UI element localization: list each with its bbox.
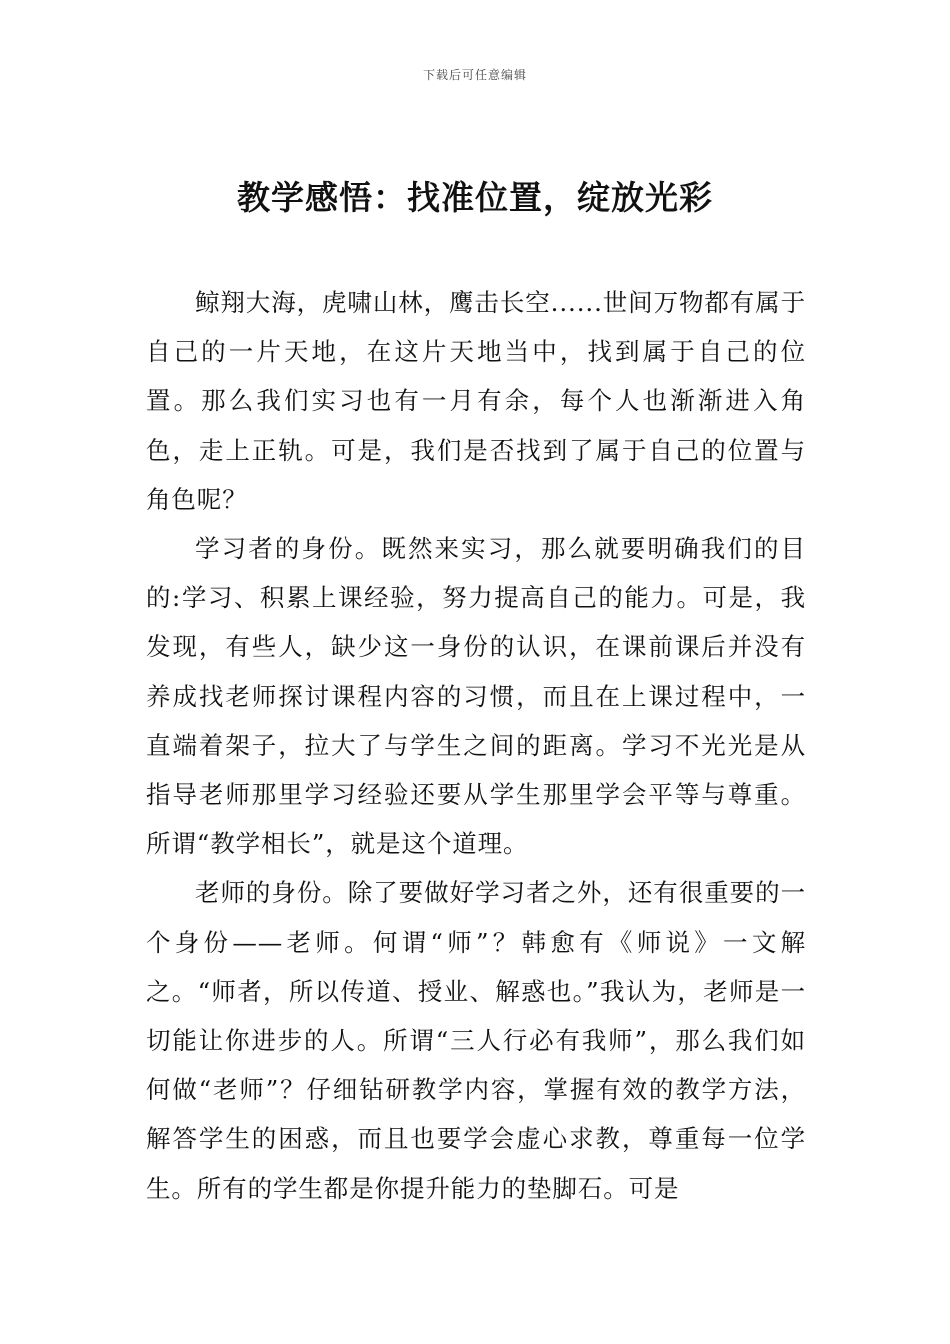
paragraph-learner-role: 学习者的身份。既然来实习，那么就要明确我们的目的:学习、积累上课经验，努力提高自己的能力。可是，我发现，有些人，缺少这一身份的认识，在课前课后并没有养成找老师探讨课程内容的习惯，而且在上课过程中，一直端着架子，拉大了与学生之间的距离。学习不光光是从指导老师那里学习经验还要从学生那里学会平等与尊重。所谓“教学相长”，就是这个道理。 (146, 534, 806, 859)
page-title: 教学感悟：找准位置，绽放光彩 (237, 178, 713, 217)
paragraph-teacher-role: 老师的身份。除了要做好学习者之外，还有很重要的一个身份——老师。何谓“师”？韩愈有《师说》一文解之。“师者，所以传道、授业、解惑也。”我认为，老师是一切能让你进步的人。所谓“三人行必有我师”，那么我们如何做“老师”？仔细钻研教学内容，掌握有效的教学方法，解答学生的困惑，而且也要学会虚心求教，尊重每一位学生。所有的学生都是你提升能力的垫脚石。可是 (146, 878, 806, 1203)
paragraph-intro: 鲸翔大海，虎啸山林，鹰击长空......世间万物都有属于自己的一片天地，在这片天地当中，找到属于自己的位置。那么我们实习也有一月有余，每个人也渐渐进入角色，走上正轨。可是，我们是否找到了属于自己的位置与角色呢？ (146, 288, 806, 514)
header-note: 下载后可任意编辑 (422, 68, 527, 82)
article-body (146, 278, 806, 1213)
